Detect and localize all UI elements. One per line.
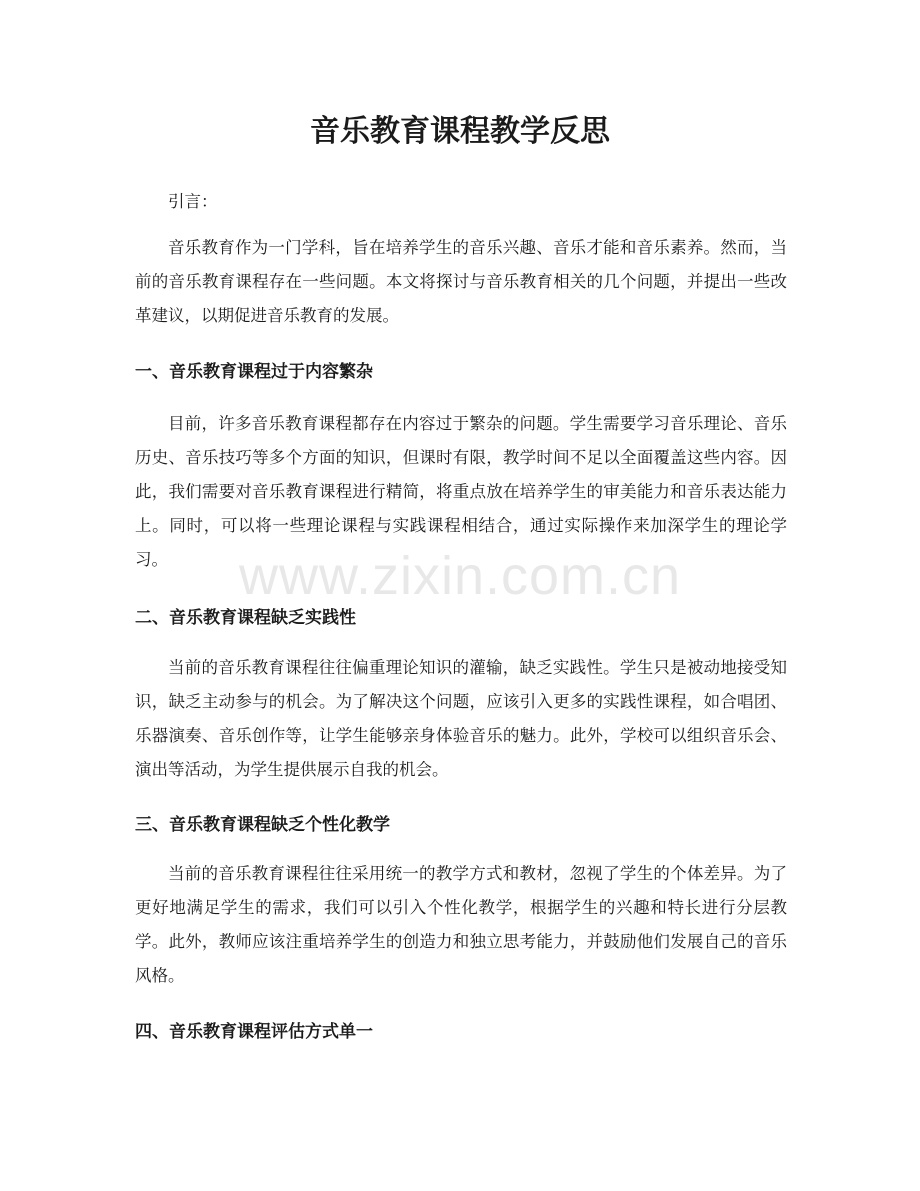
section-heading: 二、音乐教育课程缺乏实践性: [135, 608, 356, 628]
section-paragraph: 当前的音乐教育课程往往采用统一的教学方式和教材，忽视了学生的个体差异。为了更好地满足学生的需求，我们可以引入个性化教学，根据学生的兴趣和特长进行分层教学。此外，教师应该注重培养学生的创造力和独立思考能力，并鼓励他们发展自己的音乐风格。: [135, 864, 787, 985]
section-1-body: [135, 407, 787, 577]
section-heading: 三、音乐教育课程缺乏个性化教学: [135, 815, 390, 835]
section-1: [135, 355, 787, 389]
section-heading: 四、音乐教育课程评估方式单一: [135, 1022, 373, 1042]
watermark: www.zixin.com.cn: [238, 546, 682, 606]
section-4: [135, 1015, 787, 1049]
section-paragraph: 目前，许多音乐教育课程都存在内容过于繁杂的问题。学生需要学习音乐理论、音乐历史、音乐技巧等多个方面的知识，但课时有限，教学时间不足以全面覆盖这些内容。因此，我们需要对音乐教育课程进行精简，将重点放在培养学生的审美能力和音乐表达能力上。同时，可以将一些理论课程与实践课程相结合，通过实际操作来加深学生的理论学习。: [135, 414, 787, 569]
document-title: 音乐教育课程教学反思: [310, 114, 610, 149]
intro-label-block: [135, 185, 787, 219]
section-2-body: [135, 651, 787, 787]
section-heading: 一、音乐教育课程过于内容繁杂: [135, 362, 373, 382]
intro-label: 引言：: [168, 192, 218, 211]
section-3: [135, 808, 787, 842]
intro-paragraph-block: [135, 231, 787, 333]
section-paragraph: 当前的音乐教育课程往往偏重理论知识的灌输，缺乏实践性。学生只是被动地接受知识，缺乏主动参与的机会。为了解决这个问题，应该引入更多的实践性课程，如合唱团、乐器演奏、音乐创作等，让学生能够亲身体验音乐的魅力。此外，学校可以组织音乐会、演出等活动，为学生提供展示自我的机会。: [135, 658, 787, 779]
section-2: [135, 601, 787, 635]
intro-paragraph: 音乐教育作为一门学科，旨在培养学生的音乐兴趣、音乐才能和音乐素养。然而，当前的音乐教育课程存在一些问题。本文将探讨与音乐教育相关的几个问题，并提出一些改革建议，以期促进音乐教育的发展。: [135, 238, 787, 325]
section-3-body: [135, 857, 787, 993]
